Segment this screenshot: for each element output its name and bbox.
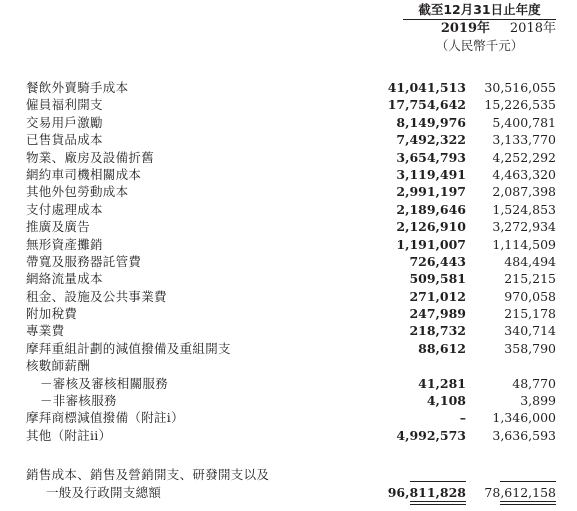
period-heading: 截至12月31日止年度 [418, 2, 541, 17]
value-2018: 3,133,770 [492, 132, 556, 148]
value-2018: 48,770 [512, 375, 556, 391]
table-row [0, 253, 577, 270]
table-row [0, 392, 577, 409]
value-2018: 2,087,398 [492, 184, 556, 200]
table-row [0, 322, 577, 339]
total-value-2019: 96,811,828 [387, 485, 466, 500]
value-2018: 15,226,535 [484, 97, 556, 113]
value-2018: 1,114,509 [492, 236, 556, 252]
value-2019: 8,149,976 [396, 114, 466, 130]
total-label-line2: 一般及行政開支總額 [46, 485, 162, 500]
value-2018: 4,463,320 [492, 166, 556, 182]
row-label: 已售貨品成本 [26, 132, 103, 148]
value-2019: 17,754,642 [387, 97, 466, 113]
row-label: 帶寬及服務器託管費 [26, 253, 142, 269]
value-2018: 1,346,000 [492, 410, 556, 426]
value-2019: 2,126,910 [396, 219, 466, 235]
value-2019: 247,989 [409, 306, 466, 322]
header-divider [403, 19, 556, 20]
total-value-2018: 78,612,158 [484, 485, 556, 500]
table-row [0, 427, 577, 444]
row-label: 網約車司機相關成本 [26, 166, 142, 182]
row-label: 專業費 [26, 323, 65, 339]
value-2019: 7,492,322 [396, 132, 466, 148]
table-row [0, 270, 577, 287]
row-label: 其他外包勞動成本 [26, 184, 129, 200]
table-row [0, 201, 577, 218]
value-2018: 4,252,292 [492, 149, 556, 165]
value-2018: 30,516,055 [484, 80, 556, 95]
row-label: 租金、設施及公共事業費 [26, 288, 167, 304]
value-2018: 215,215 [504, 271, 556, 287]
value-2018: 215,178 [504, 306, 556, 322]
table-row [0, 114, 577, 131]
table-row [0, 375, 577, 392]
row-label: 無形資產攤銷 [26, 236, 103, 252]
table-row [0, 288, 577, 305]
value-2019: 88,612 [418, 340, 466, 356]
row-label: 餐飲外賣騎手成本 [26, 80, 129, 95]
value-2018: 970,058 [504, 288, 556, 304]
value-2019: 3,119,491 [396, 166, 466, 182]
row-label: 物業、廠房及設備折舊 [26, 149, 155, 165]
value-2019: 41,281 [418, 375, 466, 391]
value-2019: 1,191,007 [396, 236, 466, 252]
row-label: 附加稅費 [26, 306, 78, 322]
row-label: 摩拜重組計劃的減值撥備及重組開支 [26, 340, 231, 356]
value-2019: 3,654,793 [396, 149, 466, 165]
table-row [0, 409, 577, 426]
value-2019: 726,443 [409, 253, 466, 269]
value-2019: 4,108 [426, 393, 466, 409]
value-2019: 2,189,646 [396, 201, 466, 217]
table-row [0, 131, 577, 148]
table-row [0, 96, 577, 113]
value-2019: 2,991,197 [396, 184, 466, 200]
value-2018: 1,524,853 [492, 201, 556, 217]
value-2018: 3,272,934 [492, 219, 556, 235]
table-body [0, 79, 577, 444]
row-label: 網絡流量成本 [26, 271, 103, 287]
table-row [0, 340, 577, 357]
total-label-line1: 銷售成本、銷售及營銷開支、研發開支以及 [26, 467, 270, 482]
unit-label: （人民幣千元） [435, 38, 524, 53]
subtotal-rule-2018 [500, 481, 556, 482]
row-label: 其他（附註ii） [26, 427, 112, 443]
column-header-2018: 2018年 [509, 21, 556, 36]
row-label: 交易用戶激勵 [26, 114, 103, 130]
value-2019: 41,041,513 [387, 80, 466, 95]
row-label: 推廣及廣告 [26, 219, 91, 235]
subtotal-rule-2019 [410, 481, 466, 482]
table-row [0, 236, 577, 253]
row-label: －非審核服務 [40, 393, 117, 409]
value-2018: 340,714 [504, 323, 556, 339]
value-2018: 3,899 [520, 393, 556, 409]
total-double-rule-2019 [410, 501, 466, 505]
total-double-rule-2018 [500, 501, 556, 505]
value-2019: 4,992,573 [396, 427, 466, 443]
column-header-2019: 2019年 [440, 21, 490, 36]
value-2018: 484,494 [504, 253, 556, 269]
row-label: 僱員福利開支 [26, 97, 103, 113]
row-label: －審核及審核相關服務 [40, 375, 169, 391]
table-row [0, 357, 577, 374]
row-label: 支付處理成本 [26, 201, 103, 217]
table-row [0, 218, 577, 235]
value-2018: 358,790 [504, 340, 556, 356]
value-2019: 509,581 [409, 271, 466, 287]
table-row [0, 79, 577, 96]
value-2019: – [459, 410, 466, 426]
row-label: 摩拜商標減值撥備（附註i） [26, 410, 184, 426]
table-row [0, 166, 577, 183]
total-row [0, 466, 577, 506]
value-2019: 218,732 [409, 323, 466, 339]
row-label: 核數師薪酬 [26, 358, 91, 374]
table-row [0, 149, 577, 166]
table-row [0, 305, 577, 322]
value-2018: 3,636,593 [492, 427, 556, 443]
value-2019: 271,012 [409, 288, 466, 304]
table-row [0, 183, 577, 200]
value-2018: 5,400,781 [492, 114, 556, 130]
